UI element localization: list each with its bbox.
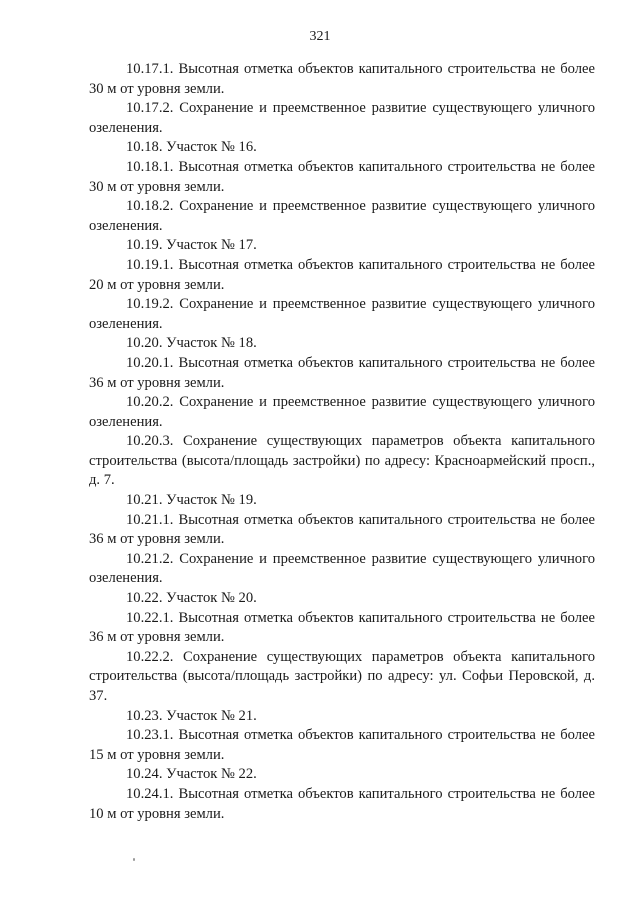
page-number: 321 (309, 29, 331, 44)
paragraph-10-17-1: 10.17.1. Высотная отметка объектов капитального строительства не более 30 м от уровня земли. (89, 61, 595, 97)
document-body (89, 60, 595, 824)
paragraph-10-21-2: 10.21.2. Сохранение и преемственное развитие существующего уличного озеленения. (89, 550, 595, 587)
paragraph-10-20: 10.20. Участок № 18. (126, 335, 257, 352)
paragraph-10-19: 10.19. Участок № 17. (126, 237, 257, 254)
paragraph-10-19-1: 10.19.1. Высотная отметка объектов капитального строительства не более 20 м от уровня земли. (89, 256, 595, 293)
paragraph-10-23-1: 10.23.1. Высотная отметка объектов капитального строительства не более 15 м от уровня земли. (89, 727, 595, 763)
paragraph-10-18-1: 10.18.1. Высотная отметка объектов капитального строительства не более 30 м от уровня земли. (89, 158, 595, 195)
paragraph-10-23: 10.23. Участок № 21. (126, 707, 257, 724)
scan-speck (133, 858, 135, 861)
paragraph-10-20-2: 10.20.2. Сохранение и преемственное развитие существующего уличного озеленения. (89, 394, 595, 430)
paragraph-10-24: 10.24. Участок № 22. (126, 766, 257, 783)
paragraph-10-22: 10.22. Участок № 20. (126, 590, 257, 607)
paragraph-10-18: 10.18. Участок № 16. (126, 139, 257, 156)
paragraph-10-21: 10.21. Участок № 19. (126, 492, 257, 509)
paragraph-10-17-2: 10.17.2. Сохранение и преемственное развитие существующего уличного озеленения. (89, 100, 595, 136)
paragraph-10-18-2: 10.18.2. Сохранение и преемственное развитие существующего уличного озеленения. (89, 198, 595, 234)
paragraph-10-20-1: 10.20.1. Высотная отметка объектов капитального строительства не более 36 м от уровня земли. (89, 354, 595, 391)
paragraph-10-19-2: 10.19.2. Сохранение и преемственное развитие существующего уличного озеленения. (89, 296, 595, 332)
paragraph-10-22-1: 10.22.1. Высотная отметка объектов капитального строительства не более 36 м от уровня земли. (89, 609, 595, 646)
paragraph-10-24-1: 10.24.1. Высотная отметка объектов капитального строительства не более 10 м от уровня земли. (89, 785, 595, 822)
paragraph-10-21-1: 10.21.1. Высотная отметка объектов капитального строительства не более 36 м от уровня земли. (89, 511, 595, 548)
paragraph-10-20-3: 10.20.3. Сохранение существующих параметров объекта капитального строительства (высота/площадь застройки) по адресу: Красноармейский просп., д. 7. (89, 433, 595, 489)
paragraph-10-22-2: 10.22.2. Сохранение существующих параметров объекта капитального строительства (высота/площадь застройки) по адресу: ул. Софьи Перовской, д. 37. (89, 648, 595, 704)
